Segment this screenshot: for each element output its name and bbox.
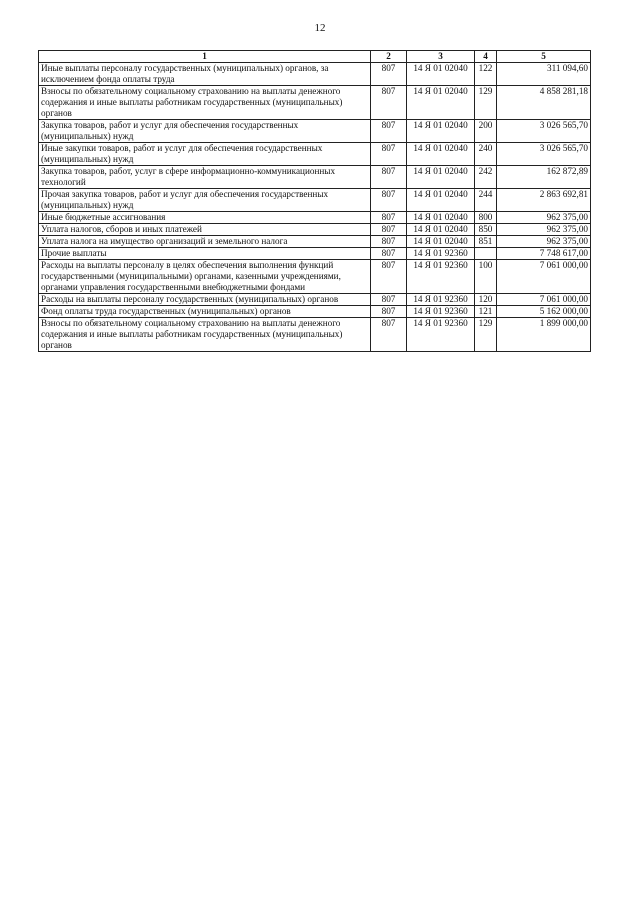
row-sum: 2 863 692,81: [497, 189, 591, 212]
row-sum: 3 026 565,70: [497, 143, 591, 166]
row-grbs: 807: [371, 63, 407, 86]
row-sum: 7 748 617,00: [497, 248, 591, 260]
row-csr: 14 Я 01 02040: [407, 212, 475, 224]
row-sum: 3 026 565,70: [497, 120, 591, 143]
row-csr: 14 Я 01 92360: [407, 294, 475, 306]
row-csr: 14 Я 01 02040: [407, 120, 475, 143]
row-vr: 850: [475, 224, 497, 236]
row-sum: 1 899 000,00: [497, 318, 591, 352]
header-col-3: 3: [407, 51, 475, 63]
header-col-5: 5: [497, 51, 591, 63]
budget-table: [38, 50, 591, 352]
table-row: [39, 143, 591, 166]
row-grbs: 807: [371, 248, 407, 260]
table-row: [39, 306, 591, 318]
row-csr: 14 Я 01 02040: [407, 143, 475, 166]
row-vr: 120: [475, 294, 497, 306]
row-name: Иные бюджетные ассигнования: [39, 212, 371, 224]
row-name: Взносы по обязательному социальному страхованию на выплаты денежного содержания и иные выплаты работникам государственных (муниципальных) органов: [39, 86, 371, 120]
row-csr: 14 Я 01 02040: [407, 86, 475, 120]
table-body: [39, 63, 591, 352]
row-sum: 311 094,60: [497, 63, 591, 86]
row-vr: 129: [475, 318, 497, 352]
row-vr: 851: [475, 236, 497, 248]
page-number: 12: [314, 22, 326, 34]
row-grbs: 807: [371, 166, 407, 189]
row-sum: 7 061 000,00: [497, 260, 591, 294]
row-csr: 14 Я 01 02040: [407, 189, 475, 212]
row-grbs: 807: [371, 143, 407, 166]
row-grbs: 807: [371, 236, 407, 248]
row-name: Закупка товаров, работ, услуг в сфере информационно-коммуникационных технологий: [39, 166, 371, 189]
row-csr: 14 Я 01 02040: [407, 224, 475, 236]
row-sum: 7 061 000,00: [497, 294, 591, 306]
row-csr: 14 Я 01 92360: [407, 248, 475, 260]
row-sum: 962 375,00: [497, 236, 591, 248]
row-name: Уплата налога на имущество организаций и земельного налога: [39, 236, 371, 248]
row-vr: 129: [475, 86, 497, 120]
row-name: Расходы на выплаты персоналу в целях обеспечения выполнения функций государственными (муниципальными) органами, казенными учреждениями, органами управления государственными внебюджетными фондами: [39, 260, 371, 294]
row-sum: 5 162 000,00: [497, 306, 591, 318]
row-grbs: 807: [371, 212, 407, 224]
row-csr: 14 Я 01 02040: [407, 63, 475, 86]
row-vr: [475, 248, 497, 260]
row-vr: 122: [475, 63, 497, 86]
table-row: [39, 189, 591, 212]
table-row: [39, 318, 591, 352]
table-row: [39, 294, 591, 306]
row-csr: 14 Я 01 92360: [407, 306, 475, 318]
row-name: Взносы по обязательному социальному страхованию на выплаты денежного содержания и иные выплаты работникам государственных (муниципальных) органов: [39, 318, 371, 352]
row-grbs: 807: [371, 86, 407, 120]
row-name: Закупка товаров, работ и услуг для обеспечения государственных (муниципальных) нужд: [39, 120, 371, 143]
row-name: Расходы на выплаты персоналу государственных (муниципальных) органов: [39, 294, 371, 306]
row-csr: 14 Я 01 02040: [407, 166, 475, 189]
row-grbs: 807: [371, 260, 407, 294]
row-name: Иные закупки товаров, работ и услуг для обеспечения государственных (муниципальных) нужд: [39, 143, 371, 166]
row-vr: 244: [475, 189, 497, 212]
table-row: [39, 86, 591, 120]
table-row: [39, 166, 591, 189]
row-sum: 962 375,00: [497, 224, 591, 236]
table-row: [39, 248, 591, 260]
row-sum: 962 375,00: [497, 212, 591, 224]
row-sum: 162 872,89: [497, 166, 591, 189]
row-vr: 240: [475, 143, 497, 166]
header-col-4: 4: [475, 51, 497, 63]
table-header-row: [39, 51, 591, 63]
row-grbs: 807: [371, 189, 407, 212]
row-grbs: 807: [371, 306, 407, 318]
row-name: Уплата налогов, сборов и иных платежей: [39, 224, 371, 236]
row-csr: 14 Я 01 92360: [407, 260, 475, 294]
header-col-2: 2: [371, 51, 407, 63]
table-row: [39, 120, 591, 143]
table-row: [39, 236, 591, 248]
row-csr: 14 Я 01 92360: [407, 318, 475, 352]
row-sum: 4 858 281,18: [497, 86, 591, 120]
row-name: Фонд оплаты труда государственных (муниципальных) органов: [39, 306, 371, 318]
row-vr: 100: [475, 260, 497, 294]
row-vr: 121: [475, 306, 497, 318]
row-vr: 200: [475, 120, 497, 143]
row-grbs: 807: [371, 318, 407, 352]
table-row: [39, 212, 591, 224]
header-col-1: 1: [39, 51, 371, 63]
row-grbs: 807: [371, 120, 407, 143]
row-name: Прочая закупка товаров, работ и услуг для обеспечения государственных (муниципальных) нужд: [39, 189, 371, 212]
row-grbs: 807: [371, 224, 407, 236]
table-row: [39, 63, 591, 86]
row-grbs: 807: [371, 294, 407, 306]
row-name: Иные выплаты персоналу государственных (муниципальных) органов, за исключением фонда оплаты труда: [39, 63, 371, 86]
row-vr: 242: [475, 166, 497, 189]
row-csr: 14 Я 01 02040: [407, 236, 475, 248]
row-name: Прочие выплаты: [39, 248, 371, 260]
table-row: [39, 260, 591, 294]
row-vr: 800: [475, 212, 497, 224]
table-row: [39, 224, 591, 236]
